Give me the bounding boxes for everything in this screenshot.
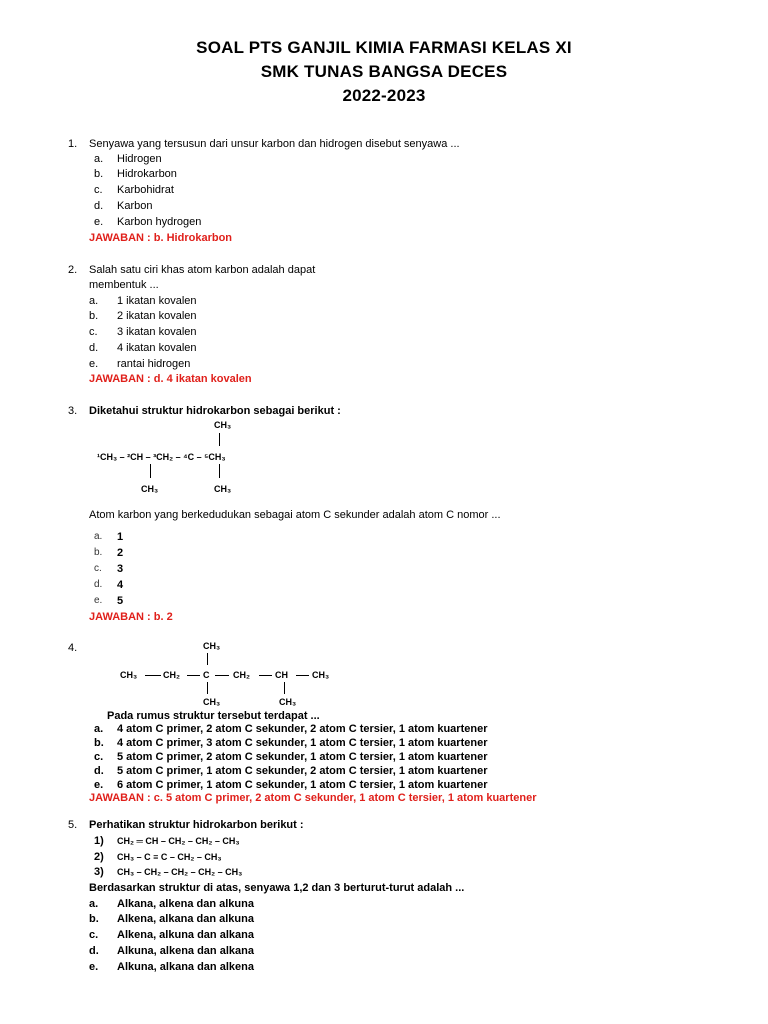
q3-structure-bottom-left: CH₃ — [141, 484, 159, 494]
q3-bond-vertical-right — [219, 464, 220, 478]
q3-option-letter: a. — [94, 531, 103, 542]
q4-bond-5 — [296, 675, 309, 676]
q4-option-letter: e. — [94, 779, 104, 791]
q4-option-letter: c. — [94, 751, 104, 763]
q2-answer: JAWABAN : d. 4 ikatan kovalen — [89, 373, 252, 385]
q3-bond-vertical-top — [219, 433, 220, 446]
q4-number: 4. — [68, 642, 78, 654]
q1-option-text: Hidrokarbon — [117, 168, 177, 180]
q5-number: 5. — [68, 819, 78, 831]
q5-option-letter: b. — [89, 913, 99, 925]
q1-option-letter: c. — [94, 184, 103, 196]
q5-text: Perhatikan struktur hidrokarbon berikut : — [89, 819, 304, 831]
q4-question: Pada rumus struktur tersebut terdapat ... — [107, 710, 320, 722]
q5-structure-number: 1) — [94, 835, 104, 847]
q4-bond-1 — [145, 675, 161, 676]
q3-structure-bottom-right: CH₃ — [214, 484, 232, 494]
q3-option-letter: b. — [94, 547, 103, 558]
q5-structure-number: 3) — [94, 866, 104, 878]
q3-structure-top-group: CH₃ — [214, 420, 232, 430]
q4-bond-3 — [215, 675, 229, 676]
q5-option-text: Alkana, alkena dan alkuna — [117, 898, 254, 910]
q4-bond-vertical-ch — [284, 682, 285, 694]
q3-structure-main-chain: ¹CH₃ – ²CH – ³CH₂ – ⁴C – ⁵CH₃ — [97, 452, 226, 462]
q4-option-text: 5 atom C primer, 1 atom C sekunder, 2 atom C tersier, 1 atom kuartener — [117, 765, 488, 777]
q4-option-text: 6 atom C primer, 1 atom C sekunder, 1 atom C tersier, 1 atom kuartener — [117, 779, 488, 791]
q4-bond-2 — [187, 675, 200, 676]
q4-bond-vertical-c — [207, 682, 208, 694]
q4-option-text: 4 atom C primer, 2 atom C sekunder, 2 atom C tersier, 1 atom kuartener — [117, 723, 488, 735]
q4-structure-c2: CH₂ — [163, 670, 180, 680]
q3-option-letter: e. — [94, 595, 103, 606]
q5-option-letter: c. — [89, 929, 99, 941]
q4-structure-c6: CH₃ — [312, 670, 330, 680]
q4-answer: JAWABAN : c. 5 atom C primer, 2 atom C sekunder, 1 atom C tersier, 1 atom kuartener — [89, 792, 537, 804]
q4-option-text: 4 atom C primer, 3 atom C sekunder, 1 atom C tersier, 1 atom kuartener — [117, 737, 488, 749]
q2-text-line1: Salah satu ciri khas atom karbon adalah dapat — [89, 264, 316, 276]
q4-structure-bottom-c: CH₃ — [203, 697, 221, 707]
q4-bond-4 — [259, 675, 272, 676]
q5-question: Berdasarkan struktur di atas, senyawa 1,2 dan 3 berturut-turut adalah ... — [89, 882, 465, 894]
q2-text-line2: membentuk ... — [89, 279, 159, 291]
q4-option-letter: a. — [94, 723, 104, 735]
q4-structure-c4: CH₂ — [233, 670, 250, 680]
q2-option-letter: a. — [89, 295, 99, 307]
q5-option-text: Alkena, alkana dan alkuna — [117, 913, 254, 925]
q4-structure-c1: CH₃ — [120, 670, 138, 680]
q3-option-text: 1 — [117, 531, 124, 543]
q4-structure-c3: C — [203, 670, 210, 680]
q3-number: 3. — [68, 405, 78, 417]
q2-option-text: 4 ikatan kovalen — [117, 342, 197, 354]
q1-option-text: Karbon — [117, 200, 153, 212]
q4-structure-bottom-ch: CH₃ — [279, 697, 297, 707]
q5-option-letter: a. — [89, 898, 99, 910]
q4-option-letter: b. — [94, 737, 104, 749]
school-year: 2022-2023 — [342, 86, 426, 105]
q2-number: 2. — [68, 264, 78, 276]
q1-option-letter: b. — [94, 168, 104, 180]
q3-answer: JAWABAN : b. 2 — [89, 611, 173, 623]
q4-bond-vertical-top — [207, 653, 208, 665]
q4-structure-c5: CH — [275, 670, 288, 680]
q1-option-letter: e. — [94, 216, 104, 228]
q2-option-text: 1 ikatan kovalen — [117, 295, 197, 307]
q5-option-letter: d. — [89, 945, 99, 957]
q3-option-letter: d. — [94, 579, 103, 590]
q5-structure-formula: CH₂ ═ CH – CH₂ – CH₂ – CH₃ — [117, 836, 240, 846]
q3-option-text: 3 — [117, 563, 124, 575]
q2-option-letter: e. — [89, 358, 99, 370]
q2-option-text: rantai hidrogen — [117, 358, 191, 370]
q5-option-letter: e. — [89, 961, 99, 973]
q4-option-text: 5 atom C primer, 2 atom C sekunder, 1 atom C tersier, 1 atom kuartener — [117, 751, 488, 763]
q2-option-text: 3 ikatan kovalen — [117, 326, 197, 338]
q4-option-letter: d. — [94, 765, 104, 777]
q1-answer: JAWABAN : b. Hidrokarbon — [89, 232, 233, 244]
school-name: SMK TUNAS BANGSA DECES — [260, 62, 508, 81]
q5-option-text: Alkuna, alkena dan alkana — [117, 945, 254, 957]
q3-option-letter: c. — [94, 563, 102, 574]
q4-structure-top: CH₃ — [203, 641, 221, 651]
q2-option-letter: c. — [89, 326, 98, 338]
q1-option-letter: d. — [94, 200, 104, 212]
q1-option-text: Karbon hydrogen — [117, 216, 202, 228]
q5-structure-formula: CH₃ – C ≡ C – CH₂ – CH₃ — [117, 852, 222, 862]
q5-option-text: Alkena, alkuna dan alkana — [117, 929, 254, 941]
q3-option-text: 4 — [117, 579, 124, 591]
q5-structure-number: 2) — [94, 851, 104, 863]
q1-text: Senyawa yang tersusun dari unsur karbon dan hidrogen disebut senyawa ... — [89, 138, 460, 150]
q1-number: 1. — [68, 138, 78, 150]
q3-question: Atom karbon yang berkedudukan sebagai atom C sekunder adalah atom C nomor ... — [89, 509, 501, 521]
q3-option-text: 2 — [117, 547, 124, 559]
document-title: SOAL PTS GANJIL KIMIA FARMASI KELAS XI — [196, 38, 572, 57]
q1-option-text: Hidrogen — [117, 153, 162, 165]
q1-option-text: Karbohidrat — [117, 184, 174, 196]
q5-option-text: Alkuna, alkana dan alkena — [117, 961, 254, 973]
q2-option-letter: d. — [89, 342, 99, 354]
q3-option-text: 5 — [117, 595, 124, 607]
q3-text: Diketahui struktur hidrokarbon sebagai berikut : — [89, 405, 341, 417]
q2-option-text: 2 ikatan kovalen — [117, 310, 197, 322]
q3-bond-vertical-left — [150, 464, 151, 478]
q5-structure-formula: CH₃ – CH₂ – CH₂ – CH₂ – CH₃ — [117, 867, 243, 877]
q2-option-letter: b. — [89, 310, 99, 322]
q1-option-letter: a. — [94, 153, 104, 165]
